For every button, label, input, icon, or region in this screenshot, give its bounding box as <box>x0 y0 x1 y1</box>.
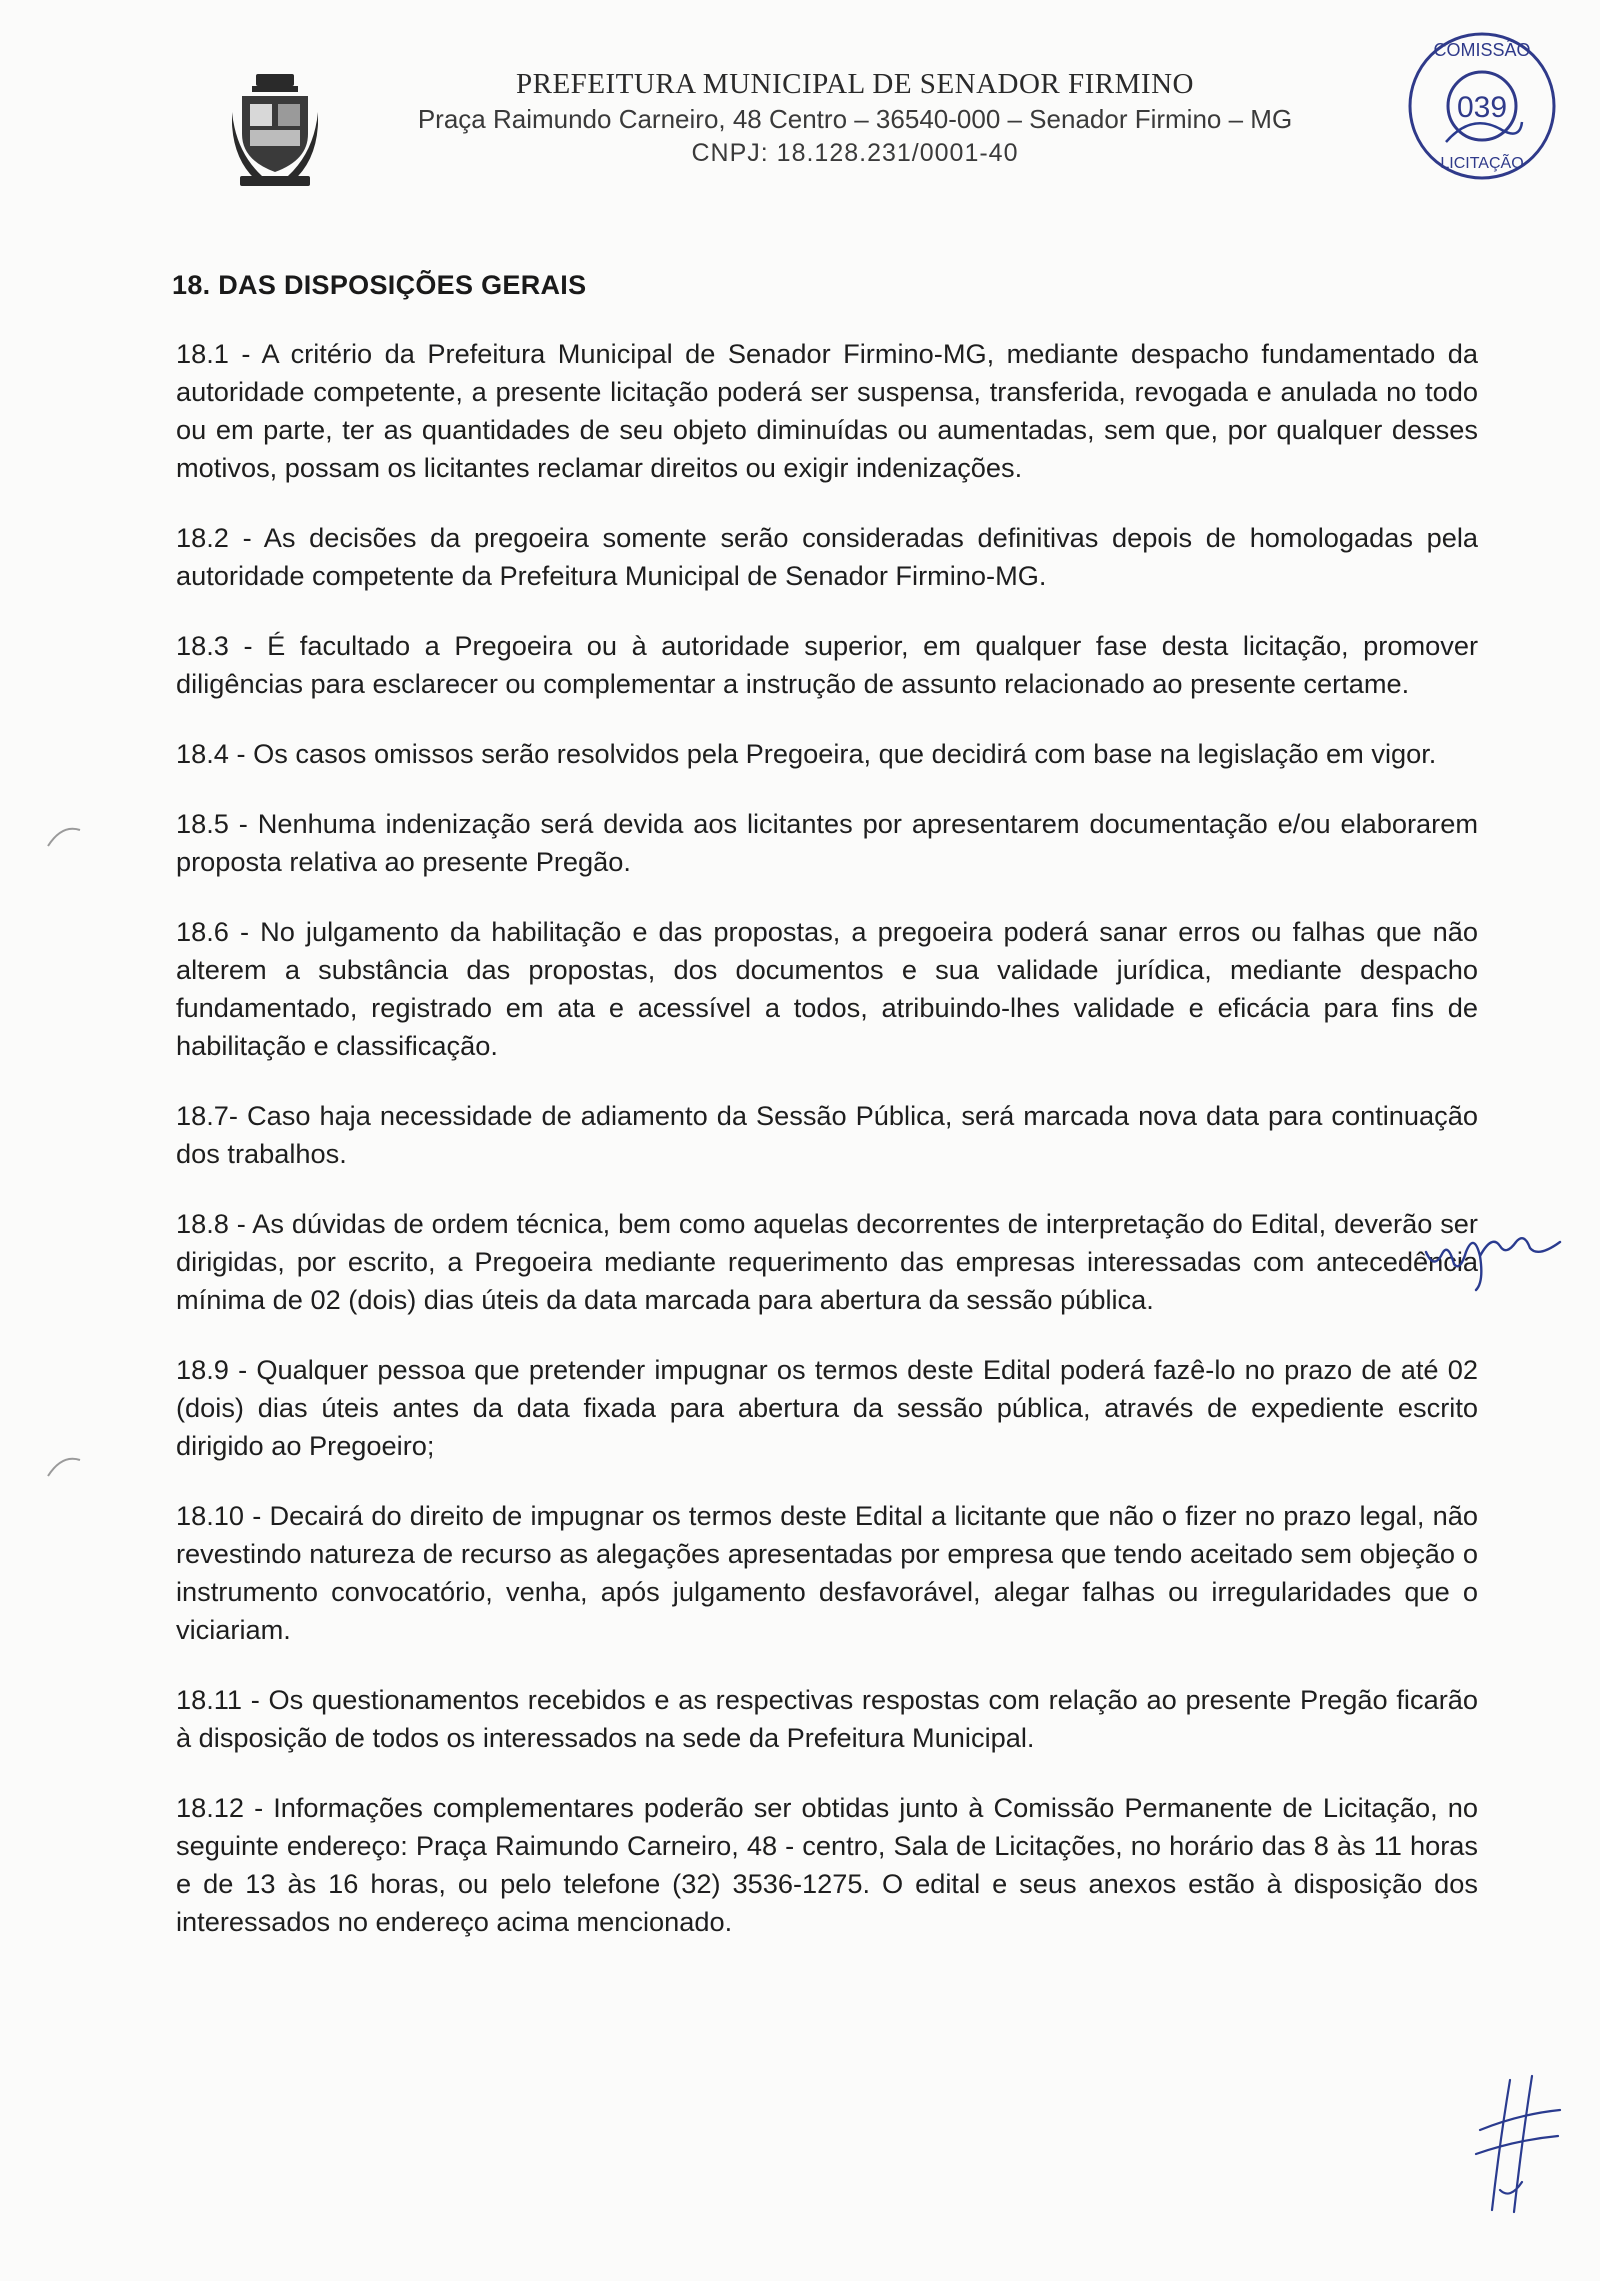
stamp-number: 039 <box>1456 91 1508 124</box>
coat-of-arms-icon <box>232 72 318 190</box>
clause-18-3: 18.3 - É facultado a Pregoeira ou à autoridade superior, em qualquer fase desta licitação, promover diligências para esclarecer ou complementar a instrução de assunto relacionado ao presente certame. <box>176 630 1478 699</box>
clause-18-5: 18.5 - Nenhuma indenização será devida aos licitantes por apresentarem documentação e/ou elaborarem proposta relativa ao presente Pregão. <box>176 808 1478 877</box>
clause-18-9: 18.9 - Qualquer pessoa que pretender impugnar os termos deste Edital poderá fazê-lo no prazo de até 02 (dois) dias úteis antes da data fixada para abertura da sessão pública, através de expediente escrito dirigido ao Pregoeiro; <box>176 1354 1478 1461</box>
stamp-bottom-text: LICITAÇÃO <box>1440 155 1524 172</box>
municipality-cnpj: CNPJ: 18.128.231/0001-40 <box>691 139 1019 167</box>
municipality-name: PREFEITURA MUNICIPAL DE SENADOR FIRMINO <box>516 68 1194 100</box>
clause-18-7: 18.7- Caso haja necessidade de adiamento da Sessão Pública, será marcada nova data para continuação dos trabalhos. <box>176 1100 1478 1169</box>
clause-18-12: 18.12 - Informações complementares poderão ser obtidas junto à Comissão Permanente de Licitação, no seguinte endereço: Praça Raimundo Carneiro, 48 - centro, Sala de Licitações, no horário das 8 às 11 horas e de 13 às 16 horas, ou pelo telefone (32) 3536-1275. O edital e seus anexos estão à disposição dos interessados no endereço acima mencionado. <box>176 1792 1478 1937</box>
letterhead <box>330 66 1380 170</box>
clause-18-10: 18.10 - Decairá do direito de impugnar os termos deste Edital a licitante que não o fizer no prazo legal, não revestindo natureza de recurso as alegações apresentadas por empresa que tendo aceitado sem objeção o instrumento convocatório, venha, após julgamento desfavorável, alegar falhas ou irregularidades que o viciariam. <box>176 1500 1478 1645</box>
section-body <box>176 335 1478 1973</box>
handwritten-signature-icon <box>1470 2070 1565 2220</box>
clause-18-8: 18.8 - As dúvidas de ordem técnica, bem como aquelas decorrentes de interpretação do Edital, deverão ser dirigidas, por escrito, a Pregoeira mediante requerimento das empresas interessadas com antecedência mínima de 02 (dois) dias úteis da data marcada para abertura da sessão pública. <box>176 1208 1478 1315</box>
section-title: 18. DAS DISPOSIÇÕES GERAIS <box>172 270 587 300</box>
handwritten-rubric-icon <box>1420 1212 1570 1292</box>
punch-mark-icon <box>44 1450 84 1480</box>
clause-18-1: 18.1 - A critério da Prefeitura Municipal de Senador Firmino-MG, mediante despacho fundamentado da autoridade competente, a presente licitação poderá ser suspensa, transferida, revogada e anulada no todo ou em parte, ter as quantidades de seu objeto diminuídas ou aumentadas, sem que, por qualquer desses motivos, possam os licitantes reclamar direitos ou exigir indenizações. <box>176 338 1478 483</box>
stamp-top-text: COMISSÃO <box>1433 40 1531 60</box>
clause-18-6: 18.6 - No julgamento da habilitação e das propostas, a pregoeira poderá sanar erros ou falhas que não alterem a substância das propostas, dos documentos e sua validade jurídica, mediante despacho fundamentado, registrado em ata e acessível a todos, atribuindo-lhes validade e eficácia para fins de habilitação e classificação. <box>176 916 1478 1061</box>
municipality-address: Praça Raimundo Carneiro, 48 Centro – 36540-000 – Senador Firmino – MG <box>417 104 1293 134</box>
clause-18-2: 18.2 - As decisões da pregoeira somente serão consideradas definitivas depois de homologadas pela autoridade competente da Prefeitura Municipal de Senador Firmino-MG. <box>176 522 1478 591</box>
clause-18-11: 18.11 - Os questionamentos recebidos e as respectivas respostas com relação ao presente Pregão ficarão à disposição de todos os interessados na sede da Prefeitura Municipal. <box>176 1684 1478 1753</box>
punch-mark-icon <box>44 820 84 850</box>
clause-18-4: 18.4 - Os casos omissos serão resolvidos pela Pregoeira, que decidirá com base na legislação em vigor. <box>176 738 1437 769</box>
commission-stamp <box>1402 22 1562 192</box>
